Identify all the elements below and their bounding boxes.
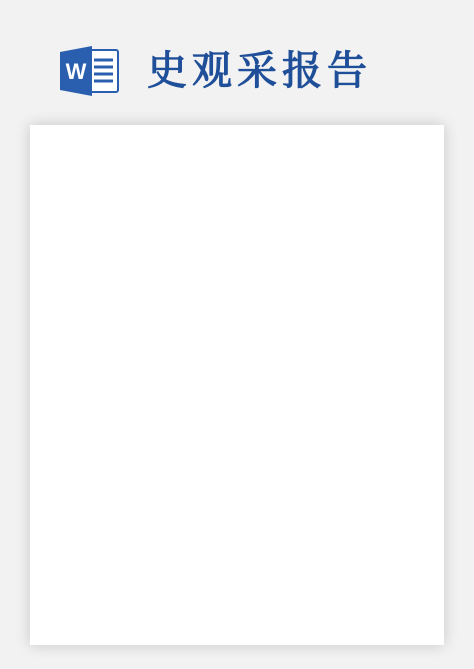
- document-page: [30, 125, 444, 645]
- word-document-icon: [58, 44, 122, 98]
- logo-letter: W: [65, 59, 87, 84]
- page-title: 史观采报告: [147, 48, 372, 94]
